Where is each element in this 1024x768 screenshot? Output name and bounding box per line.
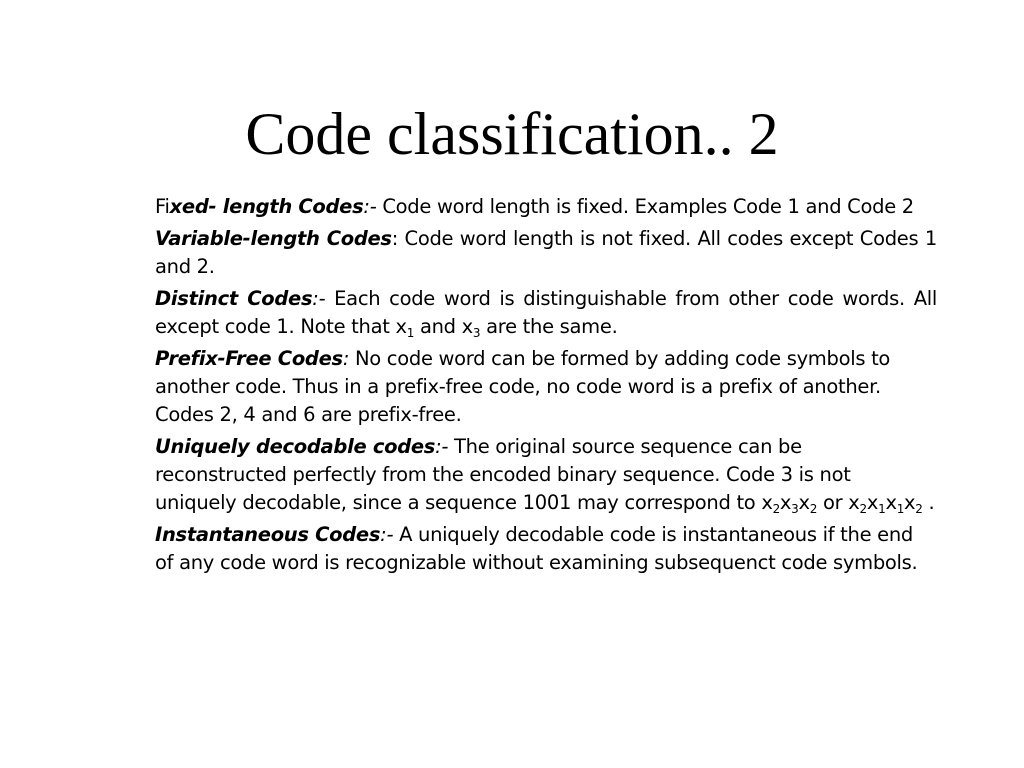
definition-text: x (904, 491, 916, 514)
definition-instantaneous (155, 521, 937, 577)
definition-fixed-length (155, 193, 937, 221)
term-fixed-length-prefix: Fi (155, 195, 170, 218)
term-prefix-free: Prefix-Free Codes (155, 347, 343, 370)
definition-text: or x (817, 491, 860, 514)
definitions-list (155, 193, 937, 581)
definition-uniquely-decodable (155, 433, 937, 517)
definition-text: are the same. (480, 315, 618, 338)
subscript: 3 (791, 502, 799, 516)
subscript: 2 (859, 502, 867, 516)
definition-text: No code word can be formed by adding code symbols to another code. Thus in a prefix-free code, no code word is a prefix of another. Codes 2, 4 and 6 are prefix-free. (155, 347, 891, 426)
subscript: 2 (809, 502, 818, 516)
subscript: 1 (878, 502, 886, 516)
definition-text: x (779, 491, 792, 514)
definition-text: and x (414, 315, 473, 338)
definition-text: Code word length is not fixed. All codes except Codes 1 and 2. (155, 227, 937, 278)
definition-prefix-free (155, 345, 937, 429)
subscript: 2 (915, 502, 923, 516)
term-separator: :- (435, 435, 449, 458)
term-separator: :- (312, 287, 326, 310)
definition-text: x (885, 491, 897, 514)
term-variable-length: Variable-length Codes (155, 227, 392, 250)
subscript: 3 (472, 326, 481, 340)
definition-variable-length (155, 225, 937, 281)
term-separator: : (391, 227, 399, 250)
term-separator: :- (363, 195, 377, 218)
subscript: 1 (896, 502, 905, 516)
definition-text: Each code word is distinguishable from other code words. All except code 1. Note that x (155, 287, 937, 338)
slide-title: Code classification.. 2 (245, 101, 779, 167)
subscript: 2 (772, 502, 780, 516)
term-instantaneous: Instantaneous Codes (155, 523, 381, 546)
definition-distinct (155, 285, 937, 341)
definition-text: . (922, 491, 935, 514)
definition-text: x (866, 491, 879, 514)
term-distinct: Distinct Codes (155, 287, 313, 310)
definition-text: Code word length is fixed. Examples Code 1 and Code 2 (376, 195, 914, 218)
term-uniquely-decodable: Uniquely decodable codes (155, 435, 436, 458)
definition-text: A uniquely decodable code is instantaneous if the end of any code word is recognizable without examining subsequenct code symbols. (155, 523, 918, 574)
term-fixed-length: xed- length Codes (169, 195, 364, 218)
term-separator: :- (380, 523, 394, 546)
definition-text: x (798, 491, 810, 514)
subscript: 1 (406, 326, 415, 340)
term-separator: : (342, 347, 350, 370)
definition-text: The original source sequence can be reconstructed perfectly from the encoded binary sequence. Code 3 is not uniquely decodable, since a sequence 1001 may correspond to x (155, 435, 851, 514)
